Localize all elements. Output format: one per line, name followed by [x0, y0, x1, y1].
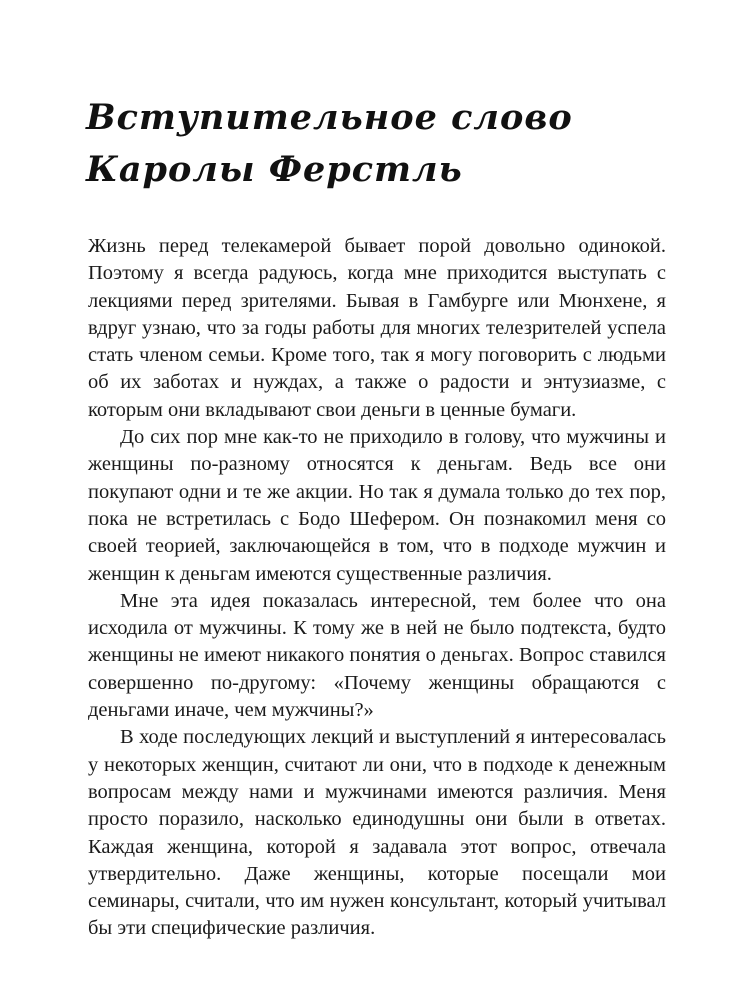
body-text — [88, 233, 666, 943]
chapter-title — [86, 92, 686, 196]
paragraph-1: Жизнь перед телекамерой бывает порой довольно одинокой. Поэтому я всегда радуюсь, когда мне приходится выступать с лекциями перед зрителями. Бывая в Гамбурге или Мюнхене, я вдруг узнаю, что за годы работы для многих телезрителей успела стать членом семьи. Кроме того, так я могу поговорить с людьми об их заботах и нуждах, а также о радости и энтузиазме, с которым они вкладывают свои деньги в ценные бумаги. — [88, 235, 666, 421]
paragraph-3: Мне эта идея показалась интересной, тем более что она исходила от мужчины. К тому же в ней не было подтекста, будто женщины не имеют никакого понятия о деньгах. Вопрос ставился совершенно по-другому: «Почему женщины обращаются с деньгами иначе, чем мужчины?» — [88, 589, 666, 722]
paragraph-4: В ходе последующих лекций и выступлений я интересовалась у некоторых женщин, считают ли они, что в подходе к денежным вопросам между нами и мужчинами имеются различия. Меня просто поразило, насколько единодушны они были в ответах. Каждая женщина, которой я задавала этот вопрос, отвечала утвердительно. Даже женщины, которые посещали мои семинары, считали, что им нужен консультант, который учитывал бы эти специфические различия. — [88, 726, 666, 940]
chapter-title-line-2: Каролы Ферстль — [86, 149, 463, 190]
chapter-title-line-1: Вступительное слово — [86, 97, 573, 138]
paragraph-2: До сих пор мне как-то не приходило в голову, что мужчины и женщины по-разному относятся к деньгам. Ведь все они покупают одни и те же акции. Но так я думала только до тех пор, пока не встретилась с Бодо Шефером. Он познакомил меня со своей теорией, заключающейся в том, что в подходе мужчин и женщин к деньгам имеются существенные различия. — [88, 426, 666, 585]
